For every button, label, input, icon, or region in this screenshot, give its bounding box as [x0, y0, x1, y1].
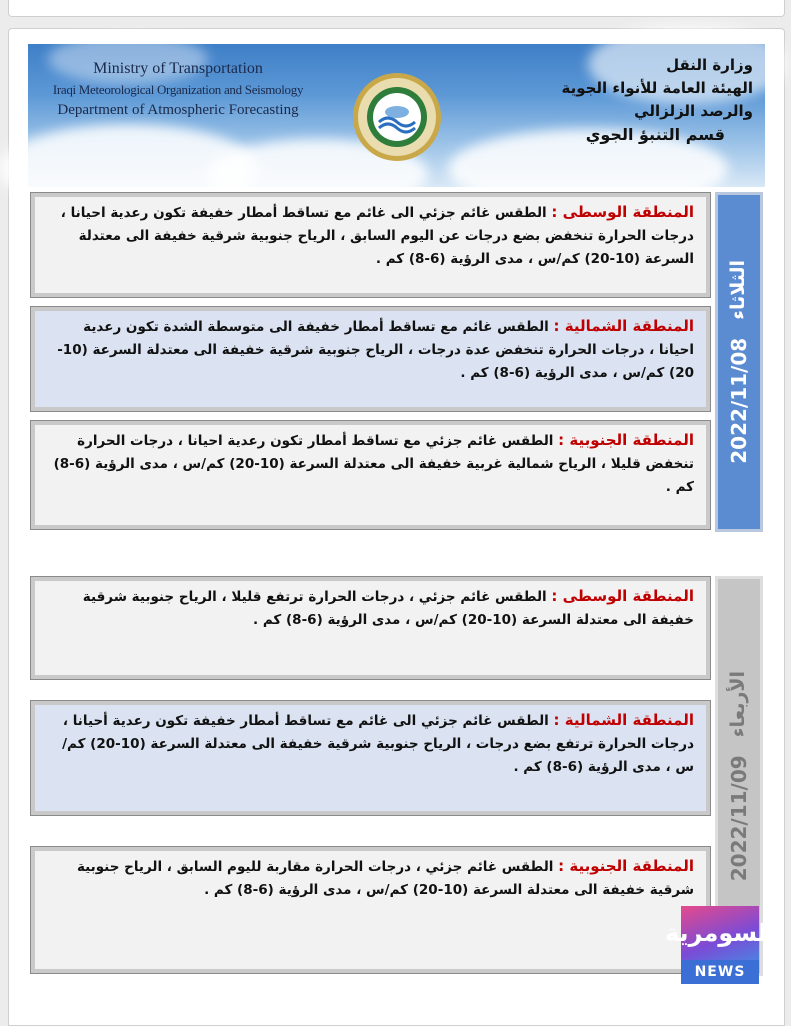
ministry-name-en: Ministry of Transportation — [93, 60, 263, 77]
organization-seal-icon — [352, 72, 442, 162]
forecast-day1-north — [30, 306, 711, 412]
forecast-day2-north — [30, 700, 711, 816]
forecast-day1-south — [30, 420, 711, 530]
forecast-day2-south — [30, 846, 711, 974]
region-name: المنطقة الشمالية : — [553, 711, 694, 729]
badge-brand: السومرية — [681, 906, 759, 960]
ministry-name-ar: وزارة النقل — [666, 56, 753, 74]
forecast-text: الطقس غائم جزئي ، درجات الحرارة مقاربة لليوم السابق ، الرياح جنوبية شرقية خفيفة الى معتدلة السرعة (10-20) كم/س ، مدى الرؤية (6-8) كم . — [76, 859, 694, 898]
forecast-date: 2022/11/09 — [727, 755, 751, 882]
region-name: المنطقة الشمالية : — [553, 317, 694, 335]
news-watermark-badge — [664, 906, 776, 984]
region-name: المنطقة الجنوبية : — [558, 431, 694, 449]
forecast-day: الأربعاء — [727, 670, 749, 738]
english-title — [28, 58, 328, 121]
forecast-text: الطقس غائم مع تساقط أمطار خفيفة الى متوسطة الشدة تكون رعدية احيانا ، درجات الحرارة تنخفض عدة درجات ، الرياح جنوبية شرقية خفيفة الى معتدلة السرعة (10-20) كم/س ، مدى الرؤية (6-8) كم . — [57, 319, 694, 381]
header-banner — [28, 44, 765, 187]
forecast-day2-central — [30, 576, 711, 680]
forecast-text: الطقس غائم جزئي الى غائم مع تساقط أمطار خفيفة تكون رعدية أحيانا ، درجات الحرارة ترتفع بضع درجات ، الرياح جنوبية شرقية خفيفة الى معتدلة السرعة (10-20) كم/س ، مدى الرؤية (6-8) كم . — [62, 713, 694, 775]
date-bar-day1 — [715, 192, 763, 532]
forecast-day: الثلاثاء — [727, 260, 749, 320]
region-name: المنطقة الجنوبية : — [558, 857, 694, 875]
forecast-date: 2022/11/08 — [727, 337, 751, 464]
forecast-text: الطقس غائم جزئي مع تساقط أمطار تكون رعدية احيانا ، درجات الحرارة تنخفض قليلا ، الرياح شمالية غربية خفيفة الى معتدلة السرعة (10-20) كم/س ، مدى الرؤية (6-8) كم . — [53, 433, 694, 495]
region-name: المنطقة الوسطى : — [551, 203, 694, 221]
organization-name-en: Iraqi Meteorological Organization and Seismology — [52, 82, 304, 97]
forecast-text: الطقس غائم جزئي الى غائم مع تساقط أمطار خفيفة تكون رعدية احيانا ، درجات الحرارة تنخفض بضع درجات عن اليوم السابق ، الرياح جنوبية شرقية خفيفة الى معتدلة السرعة (10-20) كم/س ، مدى الرؤية (6-8) كم . — [60, 205, 694, 267]
department-name-en: Department of Atmospheric Forecasting — [57, 102, 299, 118]
previous-page-edge — [8, 0, 785, 17]
arabic-title — [513, 54, 753, 146]
department-name-ar: قسم التنبؤ الجوي — [585, 125, 725, 144]
region-name: المنطقة الوسطى : — [551, 587, 694, 605]
organization-name-ar: الهيئة العامة للأنواء الجوية والرصد الزلزالي — [561, 79, 753, 120]
forecast-text: الطقس غائم جزئي ، درجات الحرارة ترتفع قليلا ، الرياح جنوبية شرقية خفيفة الى معتدلة السرعة (10-20) كم/س ، مدى الرؤية (6-8) كم . — [82, 589, 694, 628]
forecast-day1-central — [30, 192, 711, 298]
badge-label: NEWS — [681, 960, 759, 984]
